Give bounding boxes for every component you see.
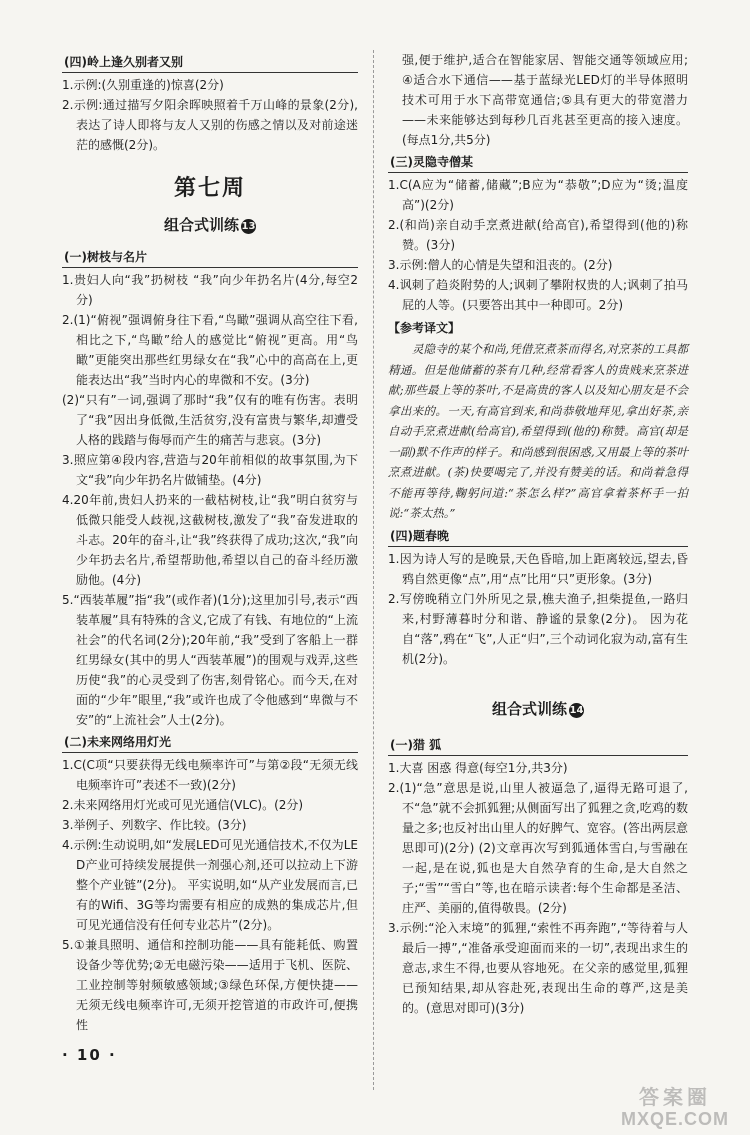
answer-item: 3.示例:“沦入末境”的狐狸,“索性不再奔跑”,“等待着与人最后一搏”,“准备承受迎面而来的一切”,表现出求生的意志,求生不得,也要从容地死。在父亲的感觉里,狐狸已预知结果,却从容赴死,表现出生命的尊严,这是美的。(意思对即可)(3分): [388, 920, 688, 1015]
continued-answer: 强,便于维护,适合在智能家居、智能交通等领域应用;④适合水下通信——基于蓝绿光LED灯的半导体照明技术可用于水下高带宽通信;⑤具有更大的带宽潜力——未来能够达到每秒几百兆甚至更高的接入速度。(每点1分,共5分): [402, 53, 688, 147]
answer-item: 2.(1)“俯视”强调俯身往下看,“鸟瞰”强调从高空往下看,相比之下,“鸟瞰”给人的感觉比“俯视”更高。用“鸟瞰”更能突出那些红男绿女在“我”心中的高高在上,更能表达出“我”当时内心的卑微和不安。(3分): [62, 313, 358, 387]
answer-item: 2.写傍晚稍立门外所见之景,樵夫渔子,担柴提鱼,一路归来,村野薄暮时分和谐、静谧的景象(2分)。 因为花自“落”,鸦在“飞”,人正“归”,三个动词化寂为动,富有生机(2分)。: [388, 591, 688, 666]
section-title-shuzhi: (一)树枝与名片: [62, 247, 358, 268]
section-title-lingyinsi: (三)灵隐寺僧某: [388, 152, 688, 173]
answer-item: 2.未来网络用灯光或可见光通信(VLC)。(2分): [62, 798, 304, 812]
answer-item: 3.示例:僧人的心情是失望和沮丧的。(2分): [388, 258, 613, 272]
watermark-logo: 答案圈: [639, 1085, 711, 1109]
answer-item: 3.举例子、列数字、作比较。(3分): [62, 818, 247, 832]
answer-item: 1.大喜 困惑 得意(每空1分,共3分): [388, 760, 568, 775]
left-column: [62, 50, 358, 1035]
reference-translation-title: 【参考译文】: [388, 321, 461, 335]
answer-item: 2.(和尚)亲自动手烹煮进献(给高官),希望得到(他的)称赞。(3分): [388, 218, 688, 252]
answer-item: 1.因为诗人写的是晚景,天色昏暗,加上距离较远,望去,昏鸦自然更像“点”,用“点”比用“只”更形象。(3分): [388, 551, 688, 586]
answer-item: 4.20年前,贵妇人扔来的一截枯树枝,让“我”明白贫穷与低微只能受人歧视,这截树枝,激发了“我”奋发进取的斗志。20年的奋斗,让“我”终获得了成功;这次,“我”向少年扔去名片,希望帮助他,希望以自己的奋斗经历激励他。(4分): [62, 493, 358, 587]
training-label: 组合式训练: [491, 699, 567, 718]
answer-item: 2.(1)“急”意思是说,山里人被逼急了,逼得无路可退了,不“急”就不会抓狐狸;从侧面写出了狐狸之贪,吃鸡的数量之多;也反衬出山里人的好脾气、宽容。(答出两层意思即可)(2分) (2)文章再次写到狐通体雪白,与雪融在一起,是在说,狐也是大自然孕育的生命,是大自然之子;“雪”“雪白”等,也在暗示读者:每个生命都是圣洁、庄严、美丽的,值得敬畏。(2分): [388, 780, 688, 915]
answer-item: 1.示例:(久别重逢的)惊喜(2分): [62, 78, 224, 92]
week-title: 第七周: [173, 176, 246, 201]
reference-translation: 灵隐寺的某个和尚,凭借烹煮茶而得名,对烹茶的工具都精通。但是他储蓄的茶有几种,经常看客人的贵贱来烹茶进献;那些最上等的茶叶,不是高贵的客人以及知心朋友是不会拿出来的。一天,有高官到来,和尚恭敬地拜见,拿出好茶,亲自动手烹煮进献(给高官),希望得到(他的)称赞。高官(却是一副)默不作声的样子。和尚感到很困惑,又用最上等的茶叶烹煮进献。(茶)快要喝完了,并没有赞美的话。和尚着急得不能再等待,鞠躬问道:“茶怎么样?”高官拿着茶杯手一拍说:“茶太热。”: [388, 342, 688, 520]
answer-item: 3.照应第④段内容,营造与20年前相似的故事氛围,为下文“我”向少年扔名片做铺垫。(4分): [62, 453, 358, 487]
answer-item: 2.示例:通过描写夕阳余晖映照着千万山峰的景象(2分),表达了诗人即将与友人又别的伤感之情以及对前途迷茫的感慨(2分)。: [62, 98, 358, 152]
answer-item: 5.“西装革履”指“我”(或作者)(1分);这里加引号,表示“西装革履”具有特殊的含义,它成了有钱、有地位的“上流社会”的代名词(2分);20年前,“我”受到了客船上一群红男绿女(其中的男人“西装革履”)的围观与戏弄,这些历使“我”的心灵受到了伤害,刻骨铭心。而今天,在对面的“少年”眼里,“我”或许也成了令他感到“卑微与不安”的“上流社会”人士(2分)。: [62, 593, 358, 727]
training-heading-13: [62, 213, 358, 237]
answer-item: (2)“只有”一词,强调了那时“我”仅有的唯有伤害。表明了“我”因出身低微,生活贫穷,没有富贵与繁华,却遭受人格的践踏与侮辱而产生的痛苦与悲哀。(3分): [62, 393, 358, 447]
answer-item: 1.C(C项“只要获得无线电频率许可”与第②段“无须无线电频率许可”表述不一致)(2分): [62, 758, 358, 792]
answer-item: 5.①兼具照明、通信和控制功能——具有能耗低、购置设备少等优势;②无电磁污染——适用于飞机、医院、工业控制等射频敏感领域;③绿色环保,方便快捷——无须无线电频率许可,无须开挖管道的市政许可,便携性: [62, 938, 358, 1032]
section-title-dengguang: (二)未来网络用灯光: [62, 732, 358, 753]
answer-item: 4.讽刺了趋炎附势的人;讽刺了攀附权贵的人;讽刺了拍马屁的人等。(只要答出其中一种即可。2分): [388, 278, 688, 312]
training-heading-14: [388, 697, 688, 721]
column-divider: [373, 50, 374, 1090]
site-watermark: [605, 1085, 745, 1131]
right-column: [388, 50, 688, 1018]
training-label: 组合式训练: [163, 216, 239, 234]
circled-number-badge: 13: [241, 221, 256, 232]
circled-number-badge: 14: [569, 704, 584, 716]
page-number: · 10 ·: [62, 1046, 117, 1064]
answer-item: 1.C(A应为“储蓄,储藏”;B应为“恭敬”;D应为“烫;温度高”)(2分): [388, 178, 688, 212]
section-title-lingshang: (四)岭上逢久别者又别: [62, 52, 358, 73]
answer-item: 4.示例:生动说明,如“发展LED可见光通信技术,不仅为LED产业可持续发展提供一剂强心剂,还可以拉动上下游整个产业链”(2分)。 平实说明,如“从产业发展而言,已有的Wifi、3G等均需要有相应的成熟的集成芯片,但可见光通信没有任何专业芯片”(2分)。: [62, 838, 358, 932]
section-title-liehu: (一)猎 狐: [388, 735, 688, 756]
section-title-tichunwan: (四)题春晚: [388, 526, 688, 547]
answer-item: 1.贵妇人向“我”扔树枝 “我”向少年扔名片(4分,每空2分): [62, 273, 358, 307]
watermark-url: MXQE.COM: [620, 1109, 729, 1129]
